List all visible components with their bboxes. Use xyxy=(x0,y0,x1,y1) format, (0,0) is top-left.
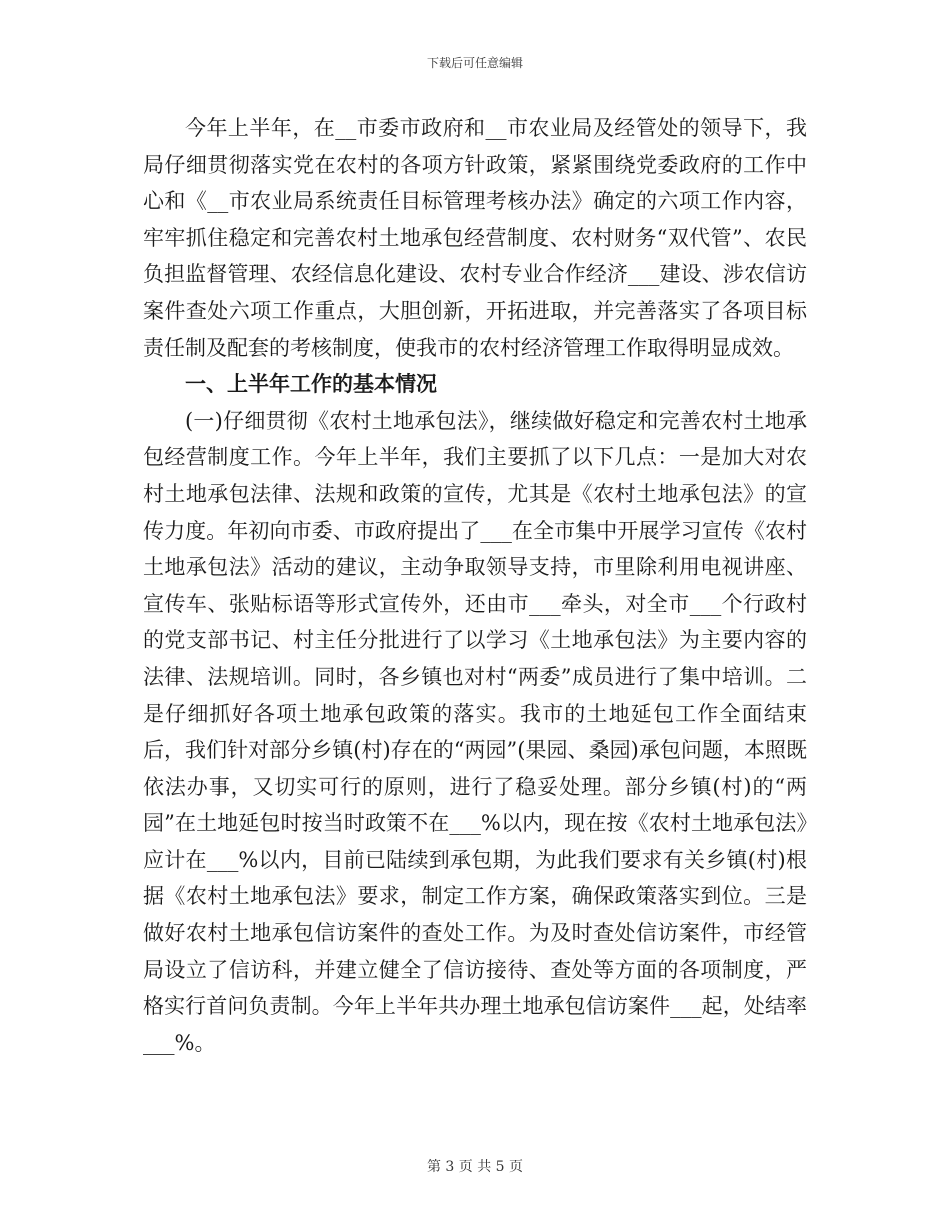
document-body xyxy=(143,110,807,1061)
page-number: 第 3 页 共 5 页 xyxy=(426,1159,524,1175)
section-paragraph: (一)仔细贯彻《农村土地承包法》，继续做好稳定和完善农村土地承包经营制度工作。今年上半年，我们主要抓了以下几点：一是加大对农村土地承包法律、法规和政策的宣传，尤其是《农村土地承包法》的宣传力度。年初向市委、市政府提出了___在全市集中开展学习宣传《农村土地承包法》活动的建议，主动争取领导支持，市里除利用电视讲座、宣传车、张贴标语等形式宣传外，还由市___牵头，对全市___个行政村的党支部书记、村主任分批进行了以学习《土地承包法》为主要内容的法律、法规培训。同时，各乡镇也对村“两委”成员进行了集中培训。二是仔细抓好各项土地承包政策的落实。我市的土地延包工作全面结束后，我们针对部分乡镇(村)存在的“两园”(果园、桑园)承包问题，本照既依法办事，又切实可行的原则，进行了稳妥处理。部分乡镇(村)的“两园”在土地延包时按当时政策不在___%以内，现在按《农村土地承包法》应计在___%以内，目前已陆续到承包期，为此我们要求有关乡镇(村)根据《农村土地承包法》要求，制定工作方案，确保政策落实到位。三是做好农村土地承包信访案件的查处工作。为及时查处信访案件，市经管局设立了信访科，并建立健全了信访接待、查处等方面的各项制度，严格实行首问负责制。今年上半年共办理土地承包信访案件___起，处结率___%。 xyxy=(143,408,807,1055)
section-heading: 一、上半年工作的基本情况 xyxy=(185,371,437,397)
intro-paragraph: 今年上半年，在__市委市政府和__市农业局及经管处的领导下，我局仔细贯彻落实党在农村的各项方针政策，紧紧围绕党委政府的工作中心和《__市农业局系统责任目标管理考核办法》确定的六项工作内容，牢牢抓住稳定和完善农村土地承包经营制度、农村财务“双代管”、农民负担监督管理、农经信息化建设、农村专业合作经济___建设、涉农信访案件查处六项工作重点，大胆创新，开拓进取，并完善落实了各项目标责任制及配套的考核制度，使我市的农村经济管理工作取得明显成效。 xyxy=(143,116,807,360)
page-header: 下载后可任意编辑 xyxy=(426,56,523,70)
